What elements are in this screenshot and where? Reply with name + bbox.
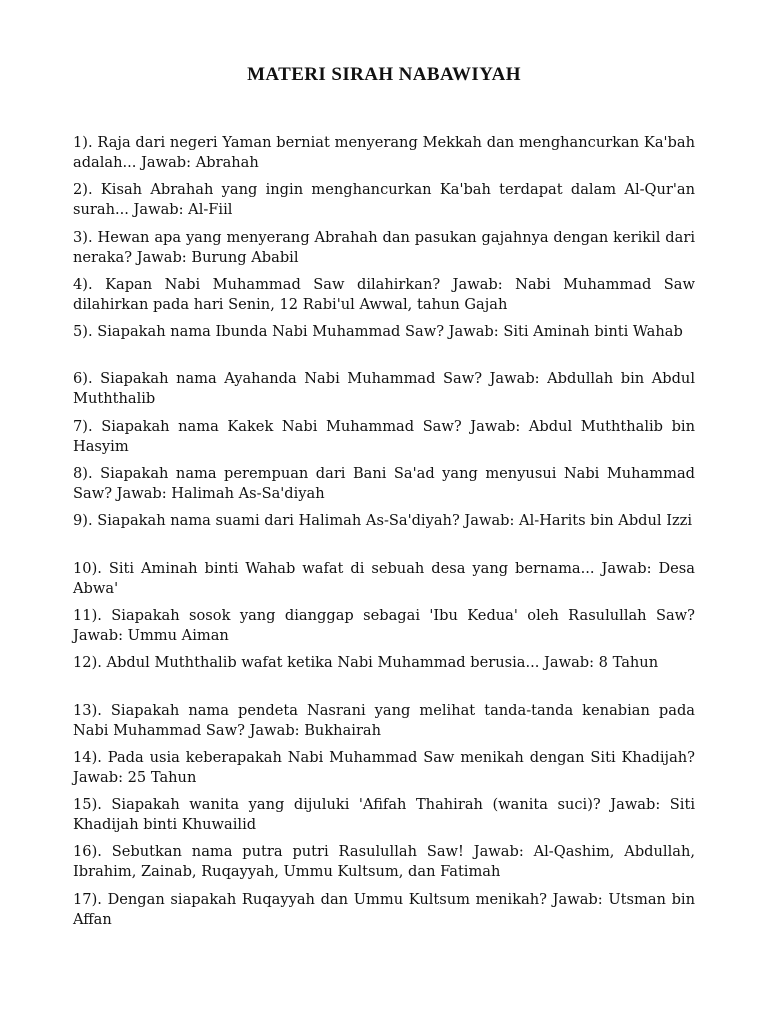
question-item: 10). Siti Aminah binti Wahab wafat di sebuah desa yang bernama... Jawab: Desa Abwa' [73, 559, 695, 597]
question-item: 4). Kapan Nabi Muhammad Saw dilahirkan? Jawab: Nabi Muhammad Saw dilahirkan pada hari Senin, 12 Rabi'ul Awwal, tahun Gajah [73, 275, 695, 313]
question-item: 13). Siapakah nama pendeta Nasrani yang melihat tanda-tanda kenabian pada Nabi Muhammad Saw? Jawab: Bukhairah [73, 701, 695, 739]
question-item: 17). Dengan siapakah Ruqayyah dan Ummu Kultsum menikah? Jawab: Utsman bin Affan [73, 890, 695, 928]
question-item: 1). Raja dari negeri Yaman berniat menyerang Mekkah dan menghancurkan Ka'bah adalah... Jawab: Abrahah [73, 134, 695, 171]
question-item: 12). Abdul Muththalib wafat ketika Nabi Muhammad berusia... Jawab: 8 Tahun [73, 654, 659, 672]
question-item: 8). Siapakah nama perempuan dari Bani Sa'ad yang menyusui Nabi Muhammad Saw? Jawab: Halimah As-Sa'diyah [73, 465, 695, 503]
question-item: 14). Pada usia keberapakah Nabi Muhammad Saw menikah dengan Siti Khadijah? Jawab: 25 Tahun [73, 748, 695, 786]
question-item: 3). Hewan apa yang menyerang Abrahah dan pasukan gajahnya dengan kerikil dari neraka? Jawab: Burung Ababil [73, 228, 695, 266]
question-item: 5). Siapakah nama Ibunda Nabi Muhammad Saw? Jawab: Siti Aminah binti Wahab [73, 323, 683, 341]
question-item: 16). Sebutkan nama putra putri Rasulullah Saw! Jawab: Al-Qashim, Abdullah, Ibrahim, Zainab, Ruqayyah, Ummu Kultsum, dan Fatimah [73, 843, 695, 881]
question-item: 7). Siapakah nama Kakek Nabi Muhammad Saw? Jawab: Abdul Muththalib bin Hasyim [73, 417, 695, 455]
document-page [73, 60, 695, 937]
question-item: 6). Siapakah nama Ayahanda Nabi Muhammad Saw? Jawab: Abdullah bin Abdul Muththalib [73, 370, 695, 408]
question-item: 9). Siapakah nama suami dari Halimah As-Sa'diyah? Jawab: Al-Harits bin Abdul Izzi [73, 512, 693, 530]
document-title: MATERI SIRAH NABAWIYAH [247, 64, 521, 85]
question-item: 11). Siapakah sosok yang dianggap sebagai 'Ibu Kedua' oleh Rasulullah Saw? Jawab: Ummu Aiman [73, 606, 695, 644]
question-list [73, 133, 695, 937]
question-item: 15). Siapakah wanita yang dijuluki 'Afifah Thahirah (wanita suci)? Jawab: Siti Khadijah binti Khuwailid [73, 796, 695, 834]
question-item: 2). Kisah Abrahah yang ingin menghancurkan Ka'bah terdapat dalam Al-Qur'an surah... Jawab: Al-Fiil [73, 181, 695, 219]
